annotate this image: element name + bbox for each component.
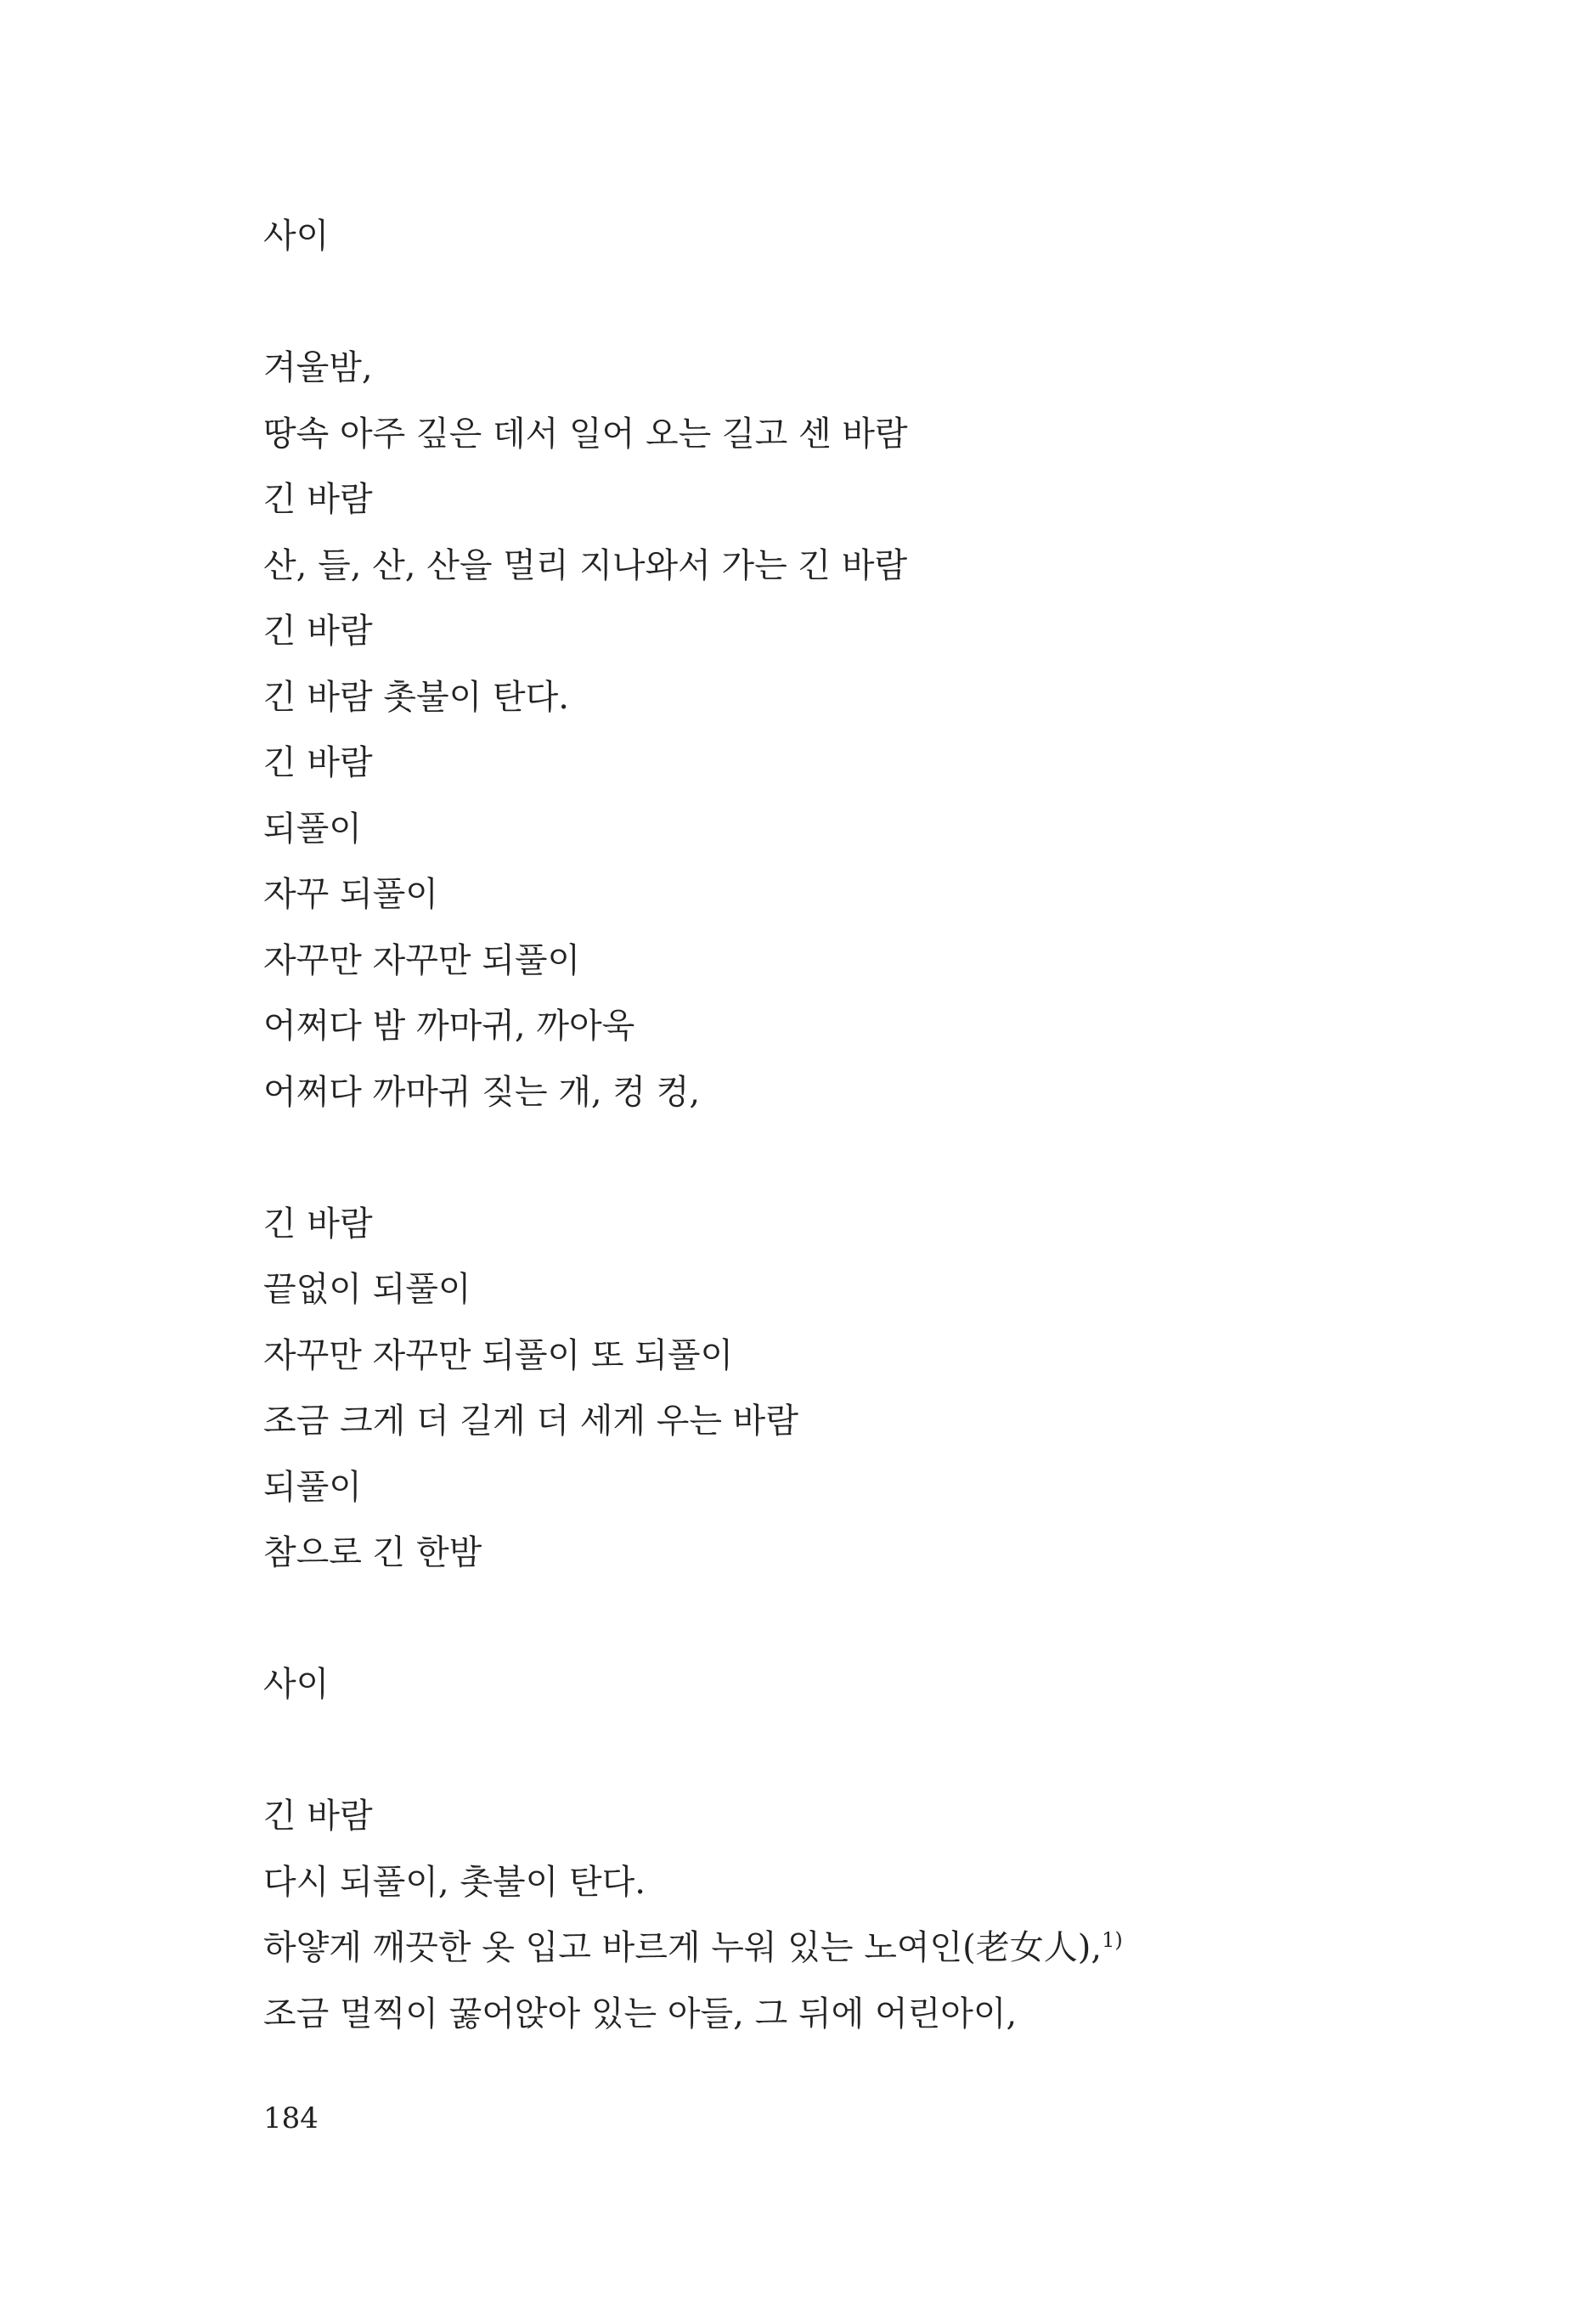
text-line: 긴 바람 [263, 1204, 373, 1244]
text-line: 긴 바람 [263, 480, 373, 519]
text-line: 되풀이 [263, 809, 362, 849]
text-line: 어쩌다 까마귀 짖는 개, 컹 컹, [263, 1072, 701, 1112]
text-line: 산, 들, 산, 산을 멀리 지나와서 가는 긴 바람 [263, 545, 908, 585]
text-line: 자꾸 되풀이 [263, 875, 438, 914]
text-line: 조금 멀찍이 꿇어앉아 있는 아들, 그 뒤에 어린아이, [263, 1994, 1018, 2033]
text-line: 끝없이 되풀이 [263, 1270, 471, 1309]
text-line-content: 하얗게 깨끗한 옷 입고 바르게 누워 있는 노여인(老女人), [263, 1928, 1103, 1967]
poem-text [263, 204, 1452, 2047]
text-line: 조금 크게 더 길게 더 세게 우는 바람 [263, 1402, 798, 1441]
text-line: 사이 [263, 1665, 330, 1704]
text-line: 땅속 아주 깊은 데서 일어 오는 길고 센 바람 [263, 414, 908, 454]
blank-line [263, 1718, 1452, 1785]
text-line: 자꾸만 자꾸만 되풀이 [263, 940, 581, 980]
text-line: 되풀이 [263, 1467, 362, 1507]
text-line: 긴 바람 [263, 743, 373, 782]
text-line-with-footnote [263, 1915, 1452, 1982]
footnote-marker[interactable]: 1) [1102, 1928, 1123, 1952]
text-line: 긴 바람 [263, 1797, 373, 1836]
blank-line [263, 1587, 1452, 1653]
text-line: 다시 되풀이, 촛불이 탄다. [263, 1862, 646, 1902]
text-line: 어쩌다 밤 까마귀, 까아욱 [263, 1007, 635, 1046]
text-line: 긴 바람 촛불이 탄다. [263, 677, 569, 717]
blank-line [263, 1125, 1452, 1192]
text-line: 긴 바람 [263, 612, 373, 651]
blank-line [263, 270, 1452, 336]
text-line: 겨울밤, [263, 348, 373, 387]
text-line: 자꾸만 자꾸만 되풀이 또 되풀이 [263, 1335, 734, 1375]
text-line: 사이 [263, 217, 330, 256]
page-number: 184 [263, 2101, 319, 2135]
text-line: 참으로 긴 한밤 [263, 1533, 482, 1572]
